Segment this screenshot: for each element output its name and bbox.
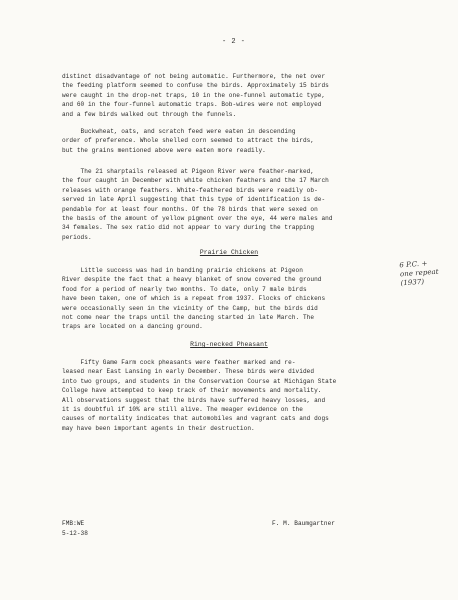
paragraph-trap-results <box>62 72 402 119</box>
text-line: the feeding platform seemed to confuse the birds. Approximately 15 birds <box>62 82 329 90</box>
text-line: Buckwheat, oats, and scratch feed were eaten in descending <box>62 128 296 135</box>
text-line: leased near East Lansing in early December. These birds were divided <box>62 368 315 376</box>
text-line: served in late April suggesting that this type of identification is de- <box>62 196 326 204</box>
text-line: Little success was had in banding prairie chickens at Pigeon <box>62 267 303 274</box>
text-line: food for a period of nearly two months. To date, only 7 male birds <box>62 285 307 293</box>
text-line: into two groups, and students in the Conservation Course at Michigan State <box>62 377 337 385</box>
text-line: 34 females. The sex ratio did not appear to vary during the trapping <box>62 224 315 232</box>
footer-reference <box>62 519 88 539</box>
text-line: and a few birds walked out through the funnels. <box>62 110 237 118</box>
paragraph-feed-preference <box>62 127 402 155</box>
text-line: releases with orange feathers. White-feathered birds were readily ob- <box>62 186 318 194</box>
text-line: order of preference. Whole shelled corn seemed to attract the birds, <box>62 137 315 145</box>
text-line: but the grains mentioned above were eaten more readily. <box>62 146 266 154</box>
text-line: Fifty Game Farm cock pheasants were feather marked and re- <box>62 359 296 366</box>
margin-note-line: 6 P.C. + <box>399 259 428 270</box>
text-line: and 60 in the four-funnel automatic traps. Bob-wires were not employed <box>62 101 322 109</box>
heading-ring-necked-pheasant: Ring-necked Pheasant <box>190 341 268 348</box>
text-line: it is doubtful if 10% are still alive. The meager evidence on the <box>62 406 303 414</box>
text-line: River despite the fact that a heavy blanket of snow covered the ground <box>62 276 322 284</box>
text-line: pendable for at least four months. Of the 78 birds that were sexed on <box>62 205 318 213</box>
text-line: traps are located on a dancing ground. <box>62 323 203 331</box>
page-number: - 2 - <box>222 38 246 46</box>
text-line: were occasionally seen in the vicinity of the Camp, but the birds did <box>62 304 318 312</box>
text-line: the four caught in December with white chicken feathers and the 17 March <box>62 177 329 185</box>
paragraph-pheasant <box>62 358 402 433</box>
paragraph-prairie-chicken <box>62 266 402 332</box>
text-line: not come near the traps until the dancing started in late March. The <box>62 314 315 322</box>
text-line: the basis of the amount of yellow pigment over the eye, 44 were males and <box>62 215 333 223</box>
text-line: causes of mortality indicates that automobiles and vagrant cats and dogs <box>62 415 329 423</box>
typist-initials: FMB:WE <box>62 520 85 527</box>
document-date: 5-12-38 <box>62 530 88 537</box>
text-line: may have been important agents in their destruction. <box>62 424 255 432</box>
heading-prairie-chicken: Prairie Chicken <box>199 249 259 256</box>
text-line: The 21 sharptails released at Pigeon River were feather-marked, <box>62 168 315 175</box>
author-signature: F. M. Baumgartner <box>272 520 336 527</box>
text-line: were caught in the drop-net traps, 10 in the one-funnel automatic type, <box>62 91 326 99</box>
text-line: distinct disadvantage of not being automatic. Furthermore, the net over <box>62 73 326 80</box>
handwritten-margin-note <box>399 259 439 289</box>
text-line: have been taken, one of which is a repeat from 1937. Flocks of chickens <box>62 295 326 303</box>
text-line: periods. <box>62 233 92 241</box>
text-line: College have attempted to keep track of their movements and mortality. <box>62 387 322 395</box>
margin-note-line: one repeat <box>399 267 439 279</box>
text-line: All observations suggest that the birds have suffered heavy losses, and <box>62 396 326 404</box>
margin-note-line: (1937) <box>400 277 425 288</box>
paragraph-sharptails <box>62 167 402 242</box>
